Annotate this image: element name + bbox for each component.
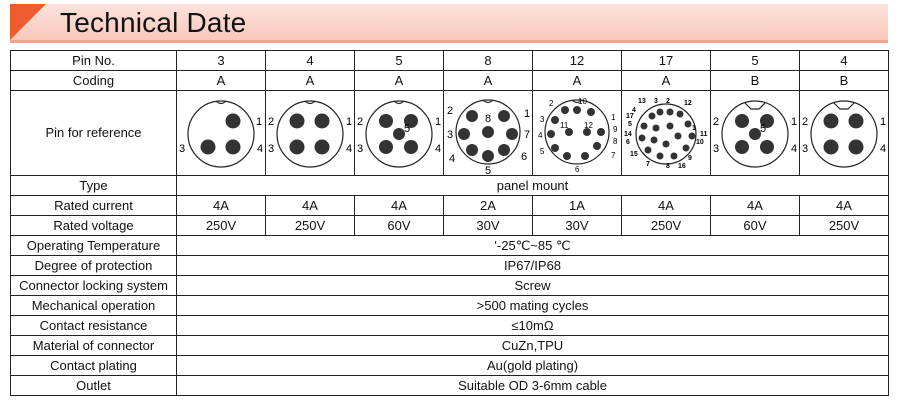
row-pin-reference — [11, 91, 889, 176]
pin-label: 2 — [447, 105, 454, 117]
pin-label: 16 — [678, 163, 686, 170]
coding-cell: A — [533, 71, 622, 91]
pin-diagram-cell — [711, 91, 800, 176]
pin-label: 15 — [630, 151, 638, 158]
row-rated-current — [11, 196, 889, 216]
coding-cell: B — [800, 71, 889, 91]
coding-cell: A — [355, 71, 444, 91]
voltage-cell: 30V — [444, 216, 533, 236]
pin-label: 6 — [575, 165, 580, 174]
pin-label: 3 — [540, 115, 545, 124]
pin-label: 7 — [524, 129, 531, 141]
pin-5-b-diagram — [711, 92, 800, 174]
common-row-value: >500 mating cycles — [177, 296, 889, 316]
pin-diagram-cell — [622, 91, 711, 176]
coding-cell: A — [266, 71, 355, 91]
pin-diagram-cell — [355, 91, 444, 176]
current-cell: 4A — [800, 196, 889, 216]
common-row-value: IP67/IP68 — [177, 256, 889, 276]
pin-no-cell: 3 — [177, 51, 266, 71]
pin-label: 8 — [666, 163, 670, 170]
pin-label: 5 — [760, 123, 767, 135]
row-rated-voltage — [11, 216, 889, 236]
pin-no-cell: 12 — [533, 51, 622, 71]
pin-label: 3 — [802, 143, 809, 155]
pin-label: 2 — [268, 116, 275, 128]
voltage-cell: 250V — [266, 216, 355, 236]
current-cell: 2A — [444, 196, 533, 216]
section-header — [10, 4, 888, 40]
voltage-cell: 250V — [800, 216, 889, 236]
label-pin-no: Pin No. — [11, 51, 177, 71]
pin-label: 1 — [435, 116, 442, 128]
common-row-value: Screw — [177, 276, 889, 296]
pin-label: 14 — [624, 131, 632, 138]
common-row-value: ≤10mΩ — [177, 316, 889, 336]
common-row-value: Au(gold plating) — [177, 356, 889, 376]
row-degree-of-protection — [11, 256, 889, 276]
pin-label: 17 — [626, 113, 634, 120]
pin-label: 2 — [666, 98, 670, 105]
pin-label: 3 — [268, 143, 275, 155]
type-value: panel mount — [177, 176, 889, 196]
voltage-cell: 60V — [711, 216, 800, 236]
pin-label: 4 — [880, 143, 887, 155]
common-row-label: Connector locking system — [11, 276, 177, 296]
pin-no-cell: 5 — [355, 51, 444, 71]
pin-label: 1 — [791, 116, 798, 128]
pin-label: 5 — [485, 165, 492, 174]
row-material — [11, 336, 889, 356]
technical-spec-table — [10, 50, 889, 396]
pin-label: 2 — [357, 116, 364, 128]
pin-no-cell: 4 — [266, 51, 355, 71]
pin-diagram-cell — [444, 91, 533, 176]
pin-label: 11 — [560, 121, 569, 130]
pin-label: 4 — [791, 143, 798, 155]
pin-label: 5 — [540, 147, 545, 156]
pin-label: 6 — [626, 139, 630, 146]
row-coding — [11, 71, 889, 91]
pin-no-cell: 17 — [622, 51, 711, 71]
pin-no-cell: 4 — [800, 51, 889, 71]
pin-no-cell: 5 — [711, 51, 800, 71]
pin-label: 13 — [638, 98, 646, 105]
pin-label: 2 — [549, 99, 554, 108]
pin-label: 2 — [802, 116, 809, 128]
label-rated-current: Rated current — [11, 196, 177, 216]
pin-label: 1 — [880, 116, 887, 128]
pin-label: 12 — [684, 100, 692, 107]
label-coding: Coding — [11, 71, 177, 91]
current-cell: 1A — [533, 196, 622, 216]
pin-label: 4 — [435, 143, 442, 155]
pin-label: 9 — [688, 155, 692, 162]
voltage-cell: 250V — [177, 216, 266, 236]
label-pin-reference: Pin for reference — [11, 91, 177, 176]
pin-label: 3 — [357, 143, 364, 155]
pin-label: 4 — [257, 143, 264, 155]
common-row-label: Operating Temperature — [11, 236, 177, 256]
voltage-cell: 60V — [355, 216, 444, 236]
coding-cell: A — [177, 71, 266, 91]
pin-label: 4 — [449, 153, 456, 165]
pin-17-a-diagram — [622, 92, 711, 174]
pin-4-b-diagram — [800, 92, 889, 174]
pin-label: 10 — [578, 97, 587, 106]
pin-label: 2 — [713, 116, 720, 128]
row-contact-resistance — [11, 316, 889, 336]
common-row-label: Material of connector — [11, 336, 177, 356]
pin-diagram-cell — [177, 91, 266, 176]
common-row-value: CuZn,TPU — [177, 336, 889, 356]
pin-label: 4 — [538, 131, 543, 140]
pin-5-a-diagram — [355, 92, 444, 174]
row-locking-system — [11, 276, 889, 296]
common-row-value: '-25℃~85 ℃ — [177, 236, 889, 256]
coding-cell: A — [444, 71, 533, 91]
pin-label: 1 — [256, 116, 263, 128]
pin-label: 6 — [521, 151, 528, 163]
pin-diagram-cell — [533, 91, 622, 176]
pin-label: 4 — [346, 143, 353, 155]
row-pin-no — [11, 51, 889, 71]
pin-label: 3 — [179, 143, 186, 155]
pin-no-cell: 8 — [444, 51, 533, 71]
pin-label: 7 — [646, 161, 650, 168]
coding-cell: A — [622, 71, 711, 91]
pin-4-a-diagram — [266, 92, 355, 174]
current-cell: 4A — [355, 196, 444, 216]
common-row-label: Degree of protection — [11, 256, 177, 276]
row-outlet — [11, 376, 889, 396]
pin-label: 7 — [611, 151, 616, 160]
pin-label: 4 — [632, 107, 636, 114]
label-type: Type — [11, 176, 177, 196]
pin-label: 1 — [524, 108, 531, 120]
pin-3-a-diagram — [177, 92, 266, 174]
voltage-cell: 250V — [622, 216, 711, 236]
common-row-label: Contact plating — [11, 356, 177, 376]
common-row-value: Suitable OD 3-6mm cable — [177, 376, 889, 396]
coding-cell: B — [711, 71, 800, 91]
pin-label: 1 — [611, 113, 616, 122]
label-rated-voltage: Rated voltage — [11, 216, 177, 236]
pin-label: 1 — [692, 125, 696, 132]
header-triangle-icon — [10, 4, 46, 40]
current-cell: 4A — [711, 196, 800, 216]
pin-label: 3 — [447, 129, 454, 141]
pin-label: 12 — [584, 121, 593, 130]
pin-diagram-cell — [266, 91, 355, 176]
pin-label: 1 — [346, 116, 353, 128]
pin-label: 5 — [628, 121, 632, 128]
pin-label: 3 — [713, 143, 720, 155]
row-mechanical-operation — [11, 296, 889, 316]
row-type — [11, 176, 889, 196]
current-cell: 4A — [177, 196, 266, 216]
row-contact-plating — [11, 356, 889, 376]
pin-label: 9 — [613, 125, 618, 134]
row-operating-temperature — [11, 236, 889, 256]
common-row-label: Contact resistance — [11, 316, 177, 336]
pin-8-a-diagram — [444, 92, 533, 174]
voltage-cell: 30V — [533, 216, 622, 236]
pin-12-a-diagram — [533, 92, 622, 174]
pin-label: 5 — [404, 123, 411, 135]
pin-label: 10 — [696, 139, 704, 146]
pin-diagram-cell — [800, 91, 889, 176]
current-cell: 4A — [622, 196, 711, 216]
current-cell: 4A — [266, 196, 355, 216]
pin-label: 11 — [700, 131, 708, 138]
pin-label: 3 — [654, 98, 658, 105]
pin-label: 8 — [485, 113, 492, 125]
common-row-label: Outlet — [11, 376, 177, 396]
pin-label: 8 — [613, 137, 618, 146]
page-title: Technical Date — [60, 7, 247, 38]
common-row-label: Mechanical operation — [11, 296, 177, 316]
